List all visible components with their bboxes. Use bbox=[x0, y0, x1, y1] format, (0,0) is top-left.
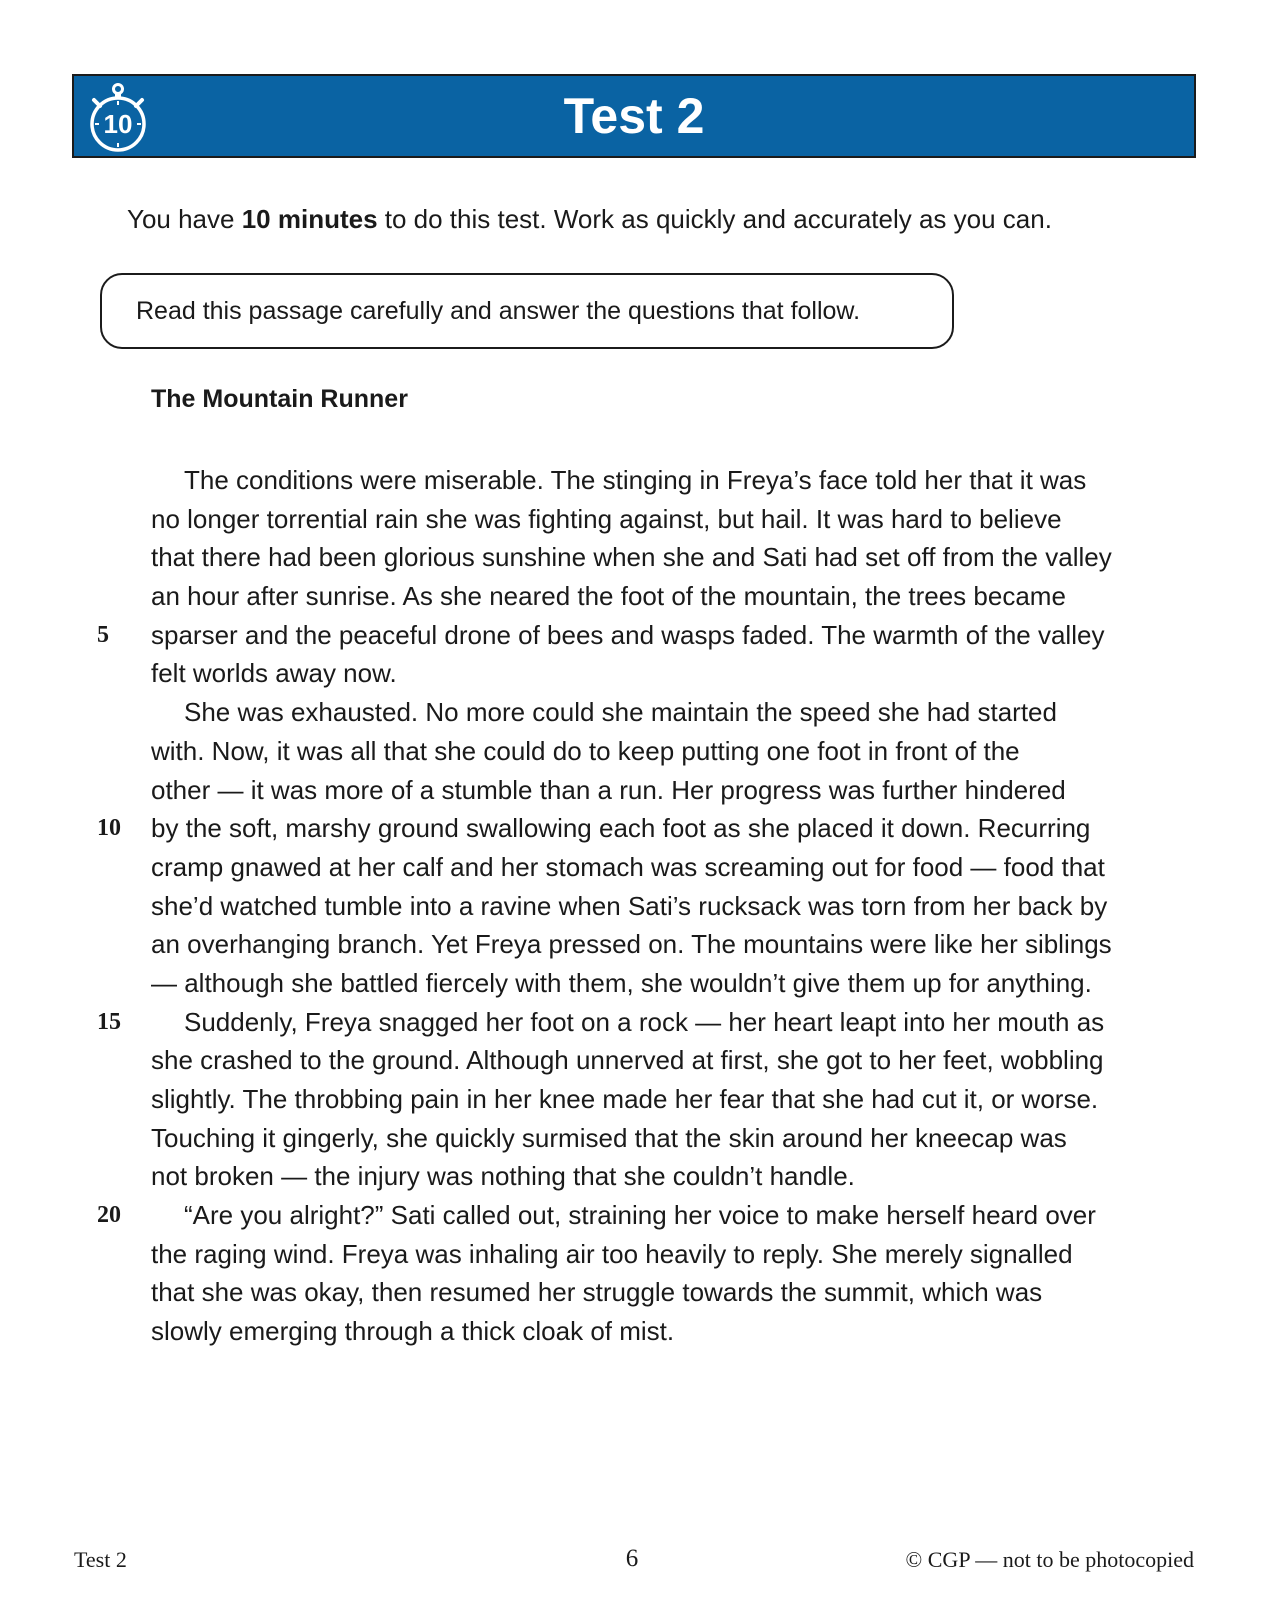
passage-line bbox=[151, 848, 1171, 887]
passage-line bbox=[151, 1273, 1171, 1312]
intro-after: to do this test. Work as quickly and accurately as you can. bbox=[377, 204, 1052, 234]
line-number: 10 bbox=[97, 815, 121, 842]
passage-line bbox=[97, 809, 1171, 848]
line-text: She was exhausted. No more could she maintain the speed she had started bbox=[184, 697, 1057, 728]
header-bar bbox=[72, 74, 1196, 158]
line-text: The conditions were miserable. The stinging in Freya’s face told her that it was bbox=[184, 465, 1087, 495]
line-number: 5 bbox=[97, 621, 109, 648]
page-title: Test 2 bbox=[563, 88, 705, 144]
passage-line bbox=[151, 964, 1171, 1003]
line-number: 20 bbox=[97, 1202, 121, 1229]
passage-line bbox=[151, 1157, 1171, 1196]
line-text: the raging wind. Freya was inhaling air too heavily to reply. She merely signalled bbox=[151, 1238, 1073, 1269]
line-text: no longer torrential rain she was fighting against, but hail. It was hard to believe bbox=[151, 503, 1062, 534]
line-text: she’d watched tumble into a ravine when Sati’s rucksack was torn from her back by bbox=[151, 890, 1108, 921]
passage-line bbox=[97, 1003, 1171, 1042]
page-number: 6 bbox=[625, 1545, 639, 1572]
passage-line bbox=[151, 887, 1171, 926]
passage-line bbox=[151, 1119, 1171, 1158]
instruction-box: Read this passage carefully and answer the questions that follow. bbox=[100, 273, 954, 349]
line-text: “Are you alright?” Sati called out, straining her voice to make herself heard over bbox=[184, 1200, 1096, 1231]
line-text: cramp gnawed at her calf and her stomach was screaming out for food — food that bbox=[151, 851, 1105, 882]
passage-line bbox=[151, 461, 1171, 500]
passage-line bbox=[151, 1312, 1171, 1351]
passage-line bbox=[151, 925, 1171, 964]
intro-text bbox=[127, 202, 1052, 236]
line-text: that there had been glorious sunshine when she and Sati had set off from the valley bbox=[151, 542, 1112, 573]
passage-line bbox=[151, 771, 1171, 810]
line-text: sparser and the peaceful drone of bees and wasps faded. The warmth of the valley bbox=[151, 619, 1105, 650]
line-text: she crashed to the ground. Although unnerved at first, she got to her feet, wobbling bbox=[151, 1045, 1104, 1076]
line-text: other — it was more of a stumble than a run. Her progress was further hindered bbox=[151, 774, 1066, 805]
line-text: — although she battled fiercely with them, she wouldn’t give them up for anything. bbox=[151, 967, 1092, 998]
timer-minutes: 10 bbox=[103, 109, 133, 139]
intro-bold: 10 minutes bbox=[241, 204, 378, 234]
line-text: slowly emerging through a thick cloak of mist. bbox=[151, 1316, 675, 1347]
passage-line bbox=[151, 1080, 1171, 1119]
passage-line bbox=[151, 654, 1171, 693]
line-text: Touching it gingerly, she quickly surmised that the skin around her kneecap was bbox=[151, 1122, 1067, 1153]
line-text: Suddenly, Freya snagged her foot on a rock — her heart leapt into her mouth as bbox=[184, 1006, 1105, 1037]
passage-line bbox=[151, 1235, 1171, 1274]
line-text: with. Now, it was all that she could do to keep putting one foot in front of the bbox=[151, 735, 1020, 766]
passage-line bbox=[151, 693, 1171, 732]
passage-line bbox=[97, 616, 1171, 655]
intro-before: You have bbox=[127, 204, 242, 234]
line-text: an overhanging branch. Yet Freya pressed on. The mountains were like her siblings bbox=[151, 929, 1112, 960]
footer-test-label: Test 2 bbox=[74, 1547, 127, 1572]
passage-line bbox=[151, 577, 1171, 616]
line-number: 15 bbox=[97, 1008, 121, 1035]
line-text: not broken — the injury was nothing that she couldn’t handle. bbox=[151, 1161, 855, 1192]
line-text: that she was okay, then resumed her struggle towards the summit, which was bbox=[151, 1277, 1043, 1308]
passage-line bbox=[151, 1041, 1171, 1080]
passage-title: The Mountain Runner bbox=[151, 385, 408, 413]
line-text: felt worlds away now. bbox=[151, 658, 397, 689]
passage-line bbox=[97, 1196, 1171, 1235]
passage-line bbox=[151, 732, 1171, 771]
passage-line bbox=[151, 500, 1171, 539]
passage-line bbox=[151, 538, 1171, 577]
line-text: by the soft, marshy ground swallowing each foot as she placed it down. Recurring bbox=[151, 813, 1091, 844]
line-text: an hour after sunrise. As she neared the foot of the mountain, the trees became bbox=[151, 581, 1066, 612]
passage bbox=[97, 461, 1171, 1351]
line-text: slightly. The throbbing pain in her knee made her fear that she had cut it, or worse. bbox=[151, 1084, 1099, 1114]
copyright-notice: © CGP — not to be photocopied bbox=[905, 1547, 1194, 1572]
